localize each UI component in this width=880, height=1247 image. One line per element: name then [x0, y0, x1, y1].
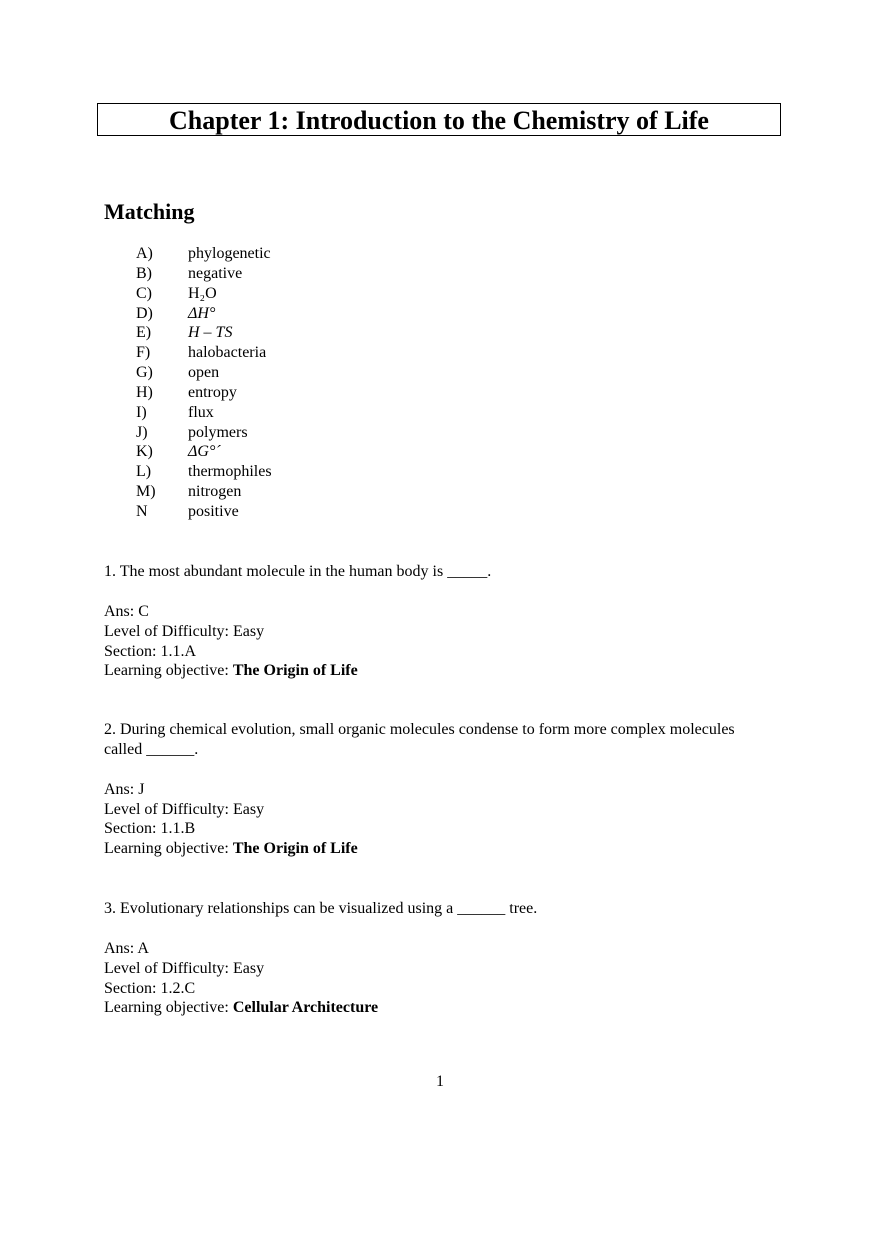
- matching-term: open: [188, 364, 220, 382]
- matching-letter: M): [136, 483, 156, 501]
- matching-letter: N: [136, 502, 148, 520]
- matching-term: ΔH°: [188, 304, 216, 322]
- matching-item: [136, 244, 272, 264]
- objective-line: [104, 998, 744, 1018]
- answer-line: Ans: J: [104, 780, 145, 798]
- matching-letter: G): [136, 364, 153, 382]
- matching-item: [136, 264, 272, 284]
- matching-letter: I): [136, 403, 147, 421]
- objective-line: [104, 839, 744, 859]
- matching-item: [136, 482, 272, 502]
- matching-item: [136, 383, 272, 403]
- matching-term: ΔG°´: [188, 443, 221, 461]
- matching-list: [136, 244, 272, 522]
- matching-term: H₂O: [188, 284, 217, 302]
- difficulty-line: Level of Difficulty: Easy: [104, 800, 265, 818]
- matching-term: flux: [188, 403, 214, 421]
- matching-letter: F): [136, 344, 151, 362]
- question-text: 1. The most abundant molecule in the human body is _____.: [104, 563, 492, 580]
- question-meta: [104, 939, 744, 1018]
- question-text: 2. During chemical evolution, small organic molecules condense to form more complex molecules called ______.: [104, 721, 735, 758]
- matching-letter: A): [136, 245, 153, 262]
- question-meta: [104, 602, 744, 681]
- matching-letter: K): [136, 443, 153, 461]
- answer-line: Ans: C: [104, 602, 149, 620]
- matching-term: halobacteria: [188, 344, 267, 362]
- objective-label: Learning objective:: [104, 840, 233, 858]
- section-line: Section: 1.1.A: [104, 642, 196, 660]
- matching-letter: C): [136, 284, 152, 302]
- section-line: Section: 1.1.B: [104, 820, 196, 838]
- matching-letter: H): [136, 383, 153, 401]
- matching-item: [136, 442, 272, 462]
- difficulty-line: Level of Difficulty: Easy: [104, 959, 265, 977]
- question-1: [104, 562, 744, 681]
- difficulty-line: Level of Difficulty: Easy: [104, 622, 265, 640]
- matching-letter: J): [136, 423, 148, 441]
- matching-item: [136, 423, 272, 443]
- matching-item: [136, 323, 272, 343]
- matching-item: [136, 363, 272, 383]
- objective-label: Learning objective:: [104, 999, 233, 1017]
- page-number: 1: [436, 1073, 444, 1090]
- matching-letter: B): [136, 264, 152, 282]
- matching-term: thermophiles: [188, 463, 272, 481]
- matching-item: [136, 343, 272, 363]
- question-3: [104, 899, 744, 1018]
- matching-term: phylogenetic: [188, 245, 271, 262]
- matching-item: [136, 403, 272, 423]
- matching-item: [136, 284, 272, 304]
- matching-term: nitrogen: [188, 483, 242, 501]
- matching-item: [136, 502, 272, 522]
- matching-term: polymers: [188, 423, 248, 441]
- section-line: Section: 1.2.C: [104, 979, 196, 997]
- objective-line: [104, 661, 744, 681]
- question-2: [104, 720, 744, 859]
- section-heading-matching: Matching: [104, 199, 195, 224]
- matching-item: [136, 462, 272, 482]
- question-text: 3. Evolutionary relationships can be visualized using a ______ tree.: [104, 900, 538, 917]
- matching-item: [136, 304, 272, 324]
- objective-value: The Origin of Life: [232, 840, 358, 858]
- objective-value: The Origin of Life: [232, 662, 358, 680]
- chapter-title: Chapter 1: Introduction to the Chemistry of Life: [97, 103, 781, 136]
- answer-line: Ans: A: [104, 939, 149, 957]
- matching-term: entropy: [188, 383, 237, 401]
- matching-term: H – TS: [188, 324, 233, 342]
- matching-term: negative: [188, 264, 243, 282]
- matching-letter: D): [136, 304, 153, 322]
- objective-value: Cellular Architecture: [232, 999, 379, 1017]
- objective-label: Learning objective:: [104, 662, 233, 680]
- matching-term: positive: [188, 502, 239, 520]
- matching-letter: E): [136, 324, 152, 342]
- matching-letter: L): [136, 463, 152, 481]
- question-meta: [104, 780, 744, 859]
